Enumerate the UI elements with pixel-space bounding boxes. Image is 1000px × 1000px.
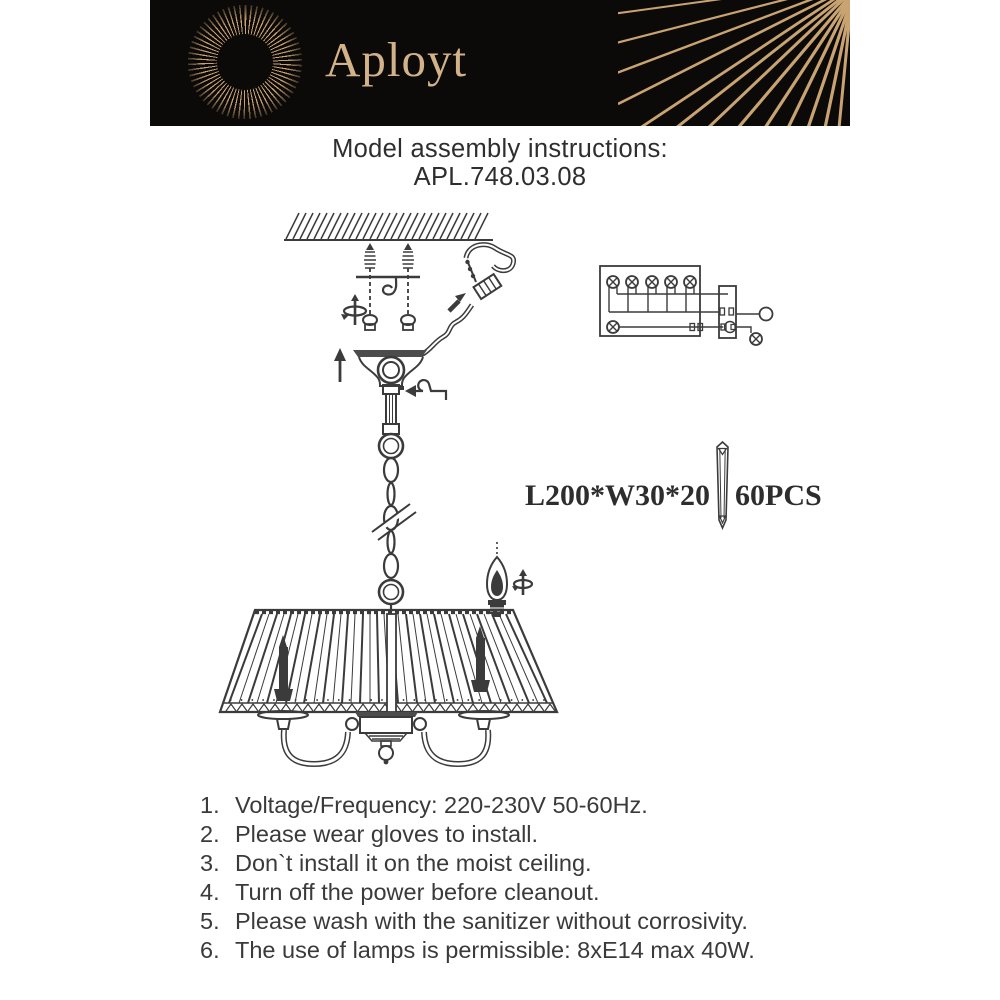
instruction-item <box>200 820 850 849</box>
sunburst-logo-icon <box>188 5 302 119</box>
instruction-text: Please wash with the sanitizer without corrosivity. <box>235 908 748 934</box>
chandelier-body <box>258 711 509 764</box>
instruction-text: Voltage/Frequency: 220-230V 50-60Hz. <box>235 792 648 818</box>
lamp-symbols <box>607 276 762 345</box>
instruction-item <box>200 907 850 936</box>
canopy <box>353 350 427 458</box>
crystal-size-label: L200*W30*20 <box>524 479 710 512</box>
instruction-item <box>200 849 850 878</box>
content-column <box>150 0 850 965</box>
instruction-item <box>200 936 850 965</box>
model-number: APL.748.03.08 <box>413 163 587 191</box>
wire-connector <box>474 274 502 299</box>
mains-wires <box>421 245 514 355</box>
page-title: Model assembly instructions: <box>332 135 668 163</box>
lampshade <box>220 610 557 712</box>
title-block <box>150 135 850 191</box>
brand-banner <box>150 0 850 126</box>
instruction-item <box>200 791 850 820</box>
insert-arrow <box>449 301 459 311</box>
assembly-diagram <box>150 198 850 778</box>
instruction-text: Don`t install it on the moist ceiling. <box>235 850 592 876</box>
rays-decoration-icon <box>618 0 850 126</box>
instruction-number: 2. <box>200 821 220 847</box>
wall-anchor-screws <box>356 243 420 330</box>
brand-wordmark: Aployt <box>325 32 468 88</box>
instruction-number: 4. <box>200 879 220 905</box>
crystal-pendant <box>717 442 728 528</box>
rotate-icon-bulb <box>512 569 532 595</box>
instruction-number: 3. <box>200 850 220 876</box>
instruction-item <box>200 878 850 907</box>
candle-bulb <box>487 542 507 617</box>
chain <box>372 458 416 612</box>
ground-terminal <box>760 308 773 321</box>
instruction-number: 1. <box>200 792 220 818</box>
wiring-diagram <box>600 266 773 345</box>
center-rod <box>387 614 396 712</box>
instruction-text: Please wear gloves to install. <box>235 821 539 847</box>
crystal-qty-label: 60PCS <box>735 479 822 512</box>
ceiling-hook <box>383 278 396 294</box>
instruction-text: The use of lamps is permissible: 8xE14 max 40W. <box>235 937 755 963</box>
instruction-number: 6. <box>200 937 220 963</box>
up-arrow <box>334 348 346 382</box>
instructions-list <box>200 791 850 965</box>
instruction-number: 5. <box>200 908 220 934</box>
right-candle <box>471 626 490 692</box>
ceiling-hatch <box>284 213 493 240</box>
hook-tool-icon <box>405 380 446 400</box>
instruction-text: Turn off the power before cleanout. <box>235 879 600 905</box>
